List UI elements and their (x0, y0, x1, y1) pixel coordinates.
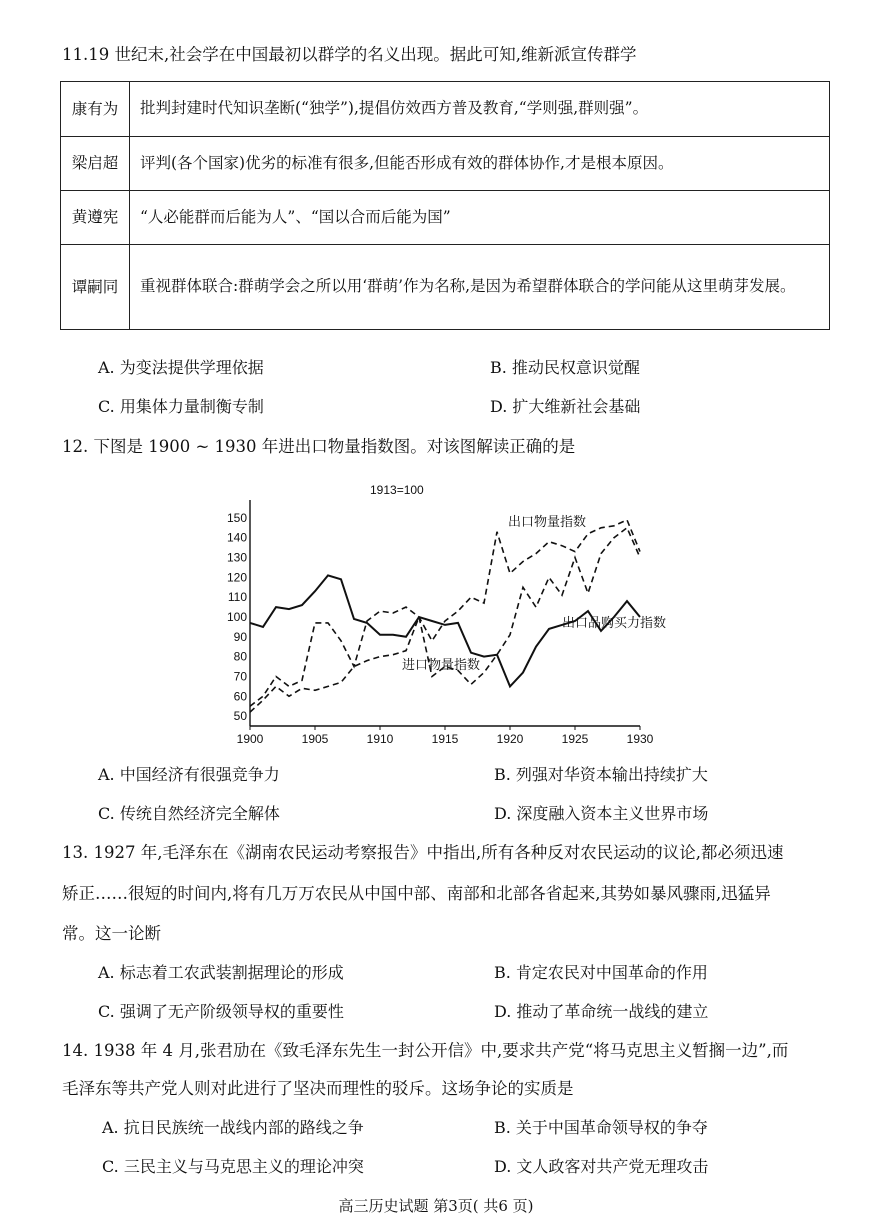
x-tick-label: 1930 (626, 732, 654, 746)
y-tick-label: 120 (226, 570, 247, 585)
y-tick-label: 90 (233, 629, 247, 644)
table-row (61, 245, 830, 330)
q13-option-b[interactable]: B. 肯定农民对中国革命的作用 (494, 963, 708, 982)
table-cell-text: 重视群体联合:群萌学会之所以用‘群萌’作为名称,是因为希望群体联合的学问能从这里萌芽发展。 (130, 245, 830, 330)
q11-option-d[interactable]: D. 扩大维新社会基础 (490, 397, 641, 416)
x-tick-label: 1905 (301, 732, 329, 746)
q13-option-c[interactable]: C. 强调了无产阶级领导权的重要性 (98, 1002, 344, 1021)
table-cell-text: “人必能群而后能为人”、“国以合而后能为国” (130, 191, 830, 245)
q13-stem-line-3: 常。这一论断 (62, 924, 161, 943)
table-cell-text: 评判(各个国家)优劣的标准有很多,但能否形成有效的群体协作,才是根本原因。 (130, 137, 830, 191)
series-label-3: 出口品购买力指数 (562, 615, 667, 630)
q11-option-a[interactable]: A. 为变法提供学理依据 (98, 358, 264, 377)
series-label-2: 进口物量指数 (402, 657, 481, 672)
series-line-1 (250, 520, 640, 706)
table-row (61, 82, 830, 137)
y-tick-label: 140 (226, 530, 247, 545)
x-tick-label: 1910 (366, 732, 394, 746)
q14-option-d[interactable]: D. 文人政客对共产党无理攻击 (494, 1157, 709, 1176)
table-cell-text: 批判封建时代知识垄断(“独学”),提倡仿效西方普及教育,“学则强,群则强”。 (130, 82, 830, 137)
q12-option-c[interactable]: C. 传统自然经济完全解体 (98, 804, 280, 823)
y-tick-label: 60 (233, 689, 247, 704)
x-tick-label: 1925 (561, 732, 589, 746)
q13-option-a[interactable]: A. 标志着工农武装割据理论的形成 (98, 963, 344, 982)
series-label-1: 出口物量指数 (508, 514, 587, 529)
q14-stem-line-1: 14. 1938 年 4 月,张君劢在《致毛泽东先生一封公开信》中,要求共产党“将马克思主义暂搁一边”,而 (62, 1041, 789, 1060)
y-tick-label: 150 (226, 510, 247, 525)
y-tick-label: 100 (226, 610, 247, 624)
q11-stem: 11.19 世纪末,社会学在中国最初以群学的名义出现。据此可知,维新派宣传群学 (62, 45, 637, 64)
y-tick-label: 50 (233, 709, 247, 724)
q11-option-c[interactable]: C. 用集体力量制衡专制 (98, 397, 264, 416)
q14-option-c[interactable]: C. 三民主义与马克思主义的理论冲突 (102, 1157, 364, 1176)
table-cell-name: 梁启超 (61, 137, 130, 191)
q11-option-b[interactable]: B. 推动民权意识觉醒 (490, 358, 640, 377)
x-tick-label: 1915 (431, 732, 459, 746)
chart-labels (227, 483, 666, 746)
table-row (61, 137, 830, 191)
page-footer: 高三历史试题 第3页( 共6 页) (338, 1197, 534, 1215)
q13-stem-line-1: 13. 1927 年,毛泽东在《湖南农民运动考察报告》中指出,所有各种反对农民运动的议论,都必须迅速 (62, 843, 784, 862)
y-tick-label: 110 (227, 590, 247, 605)
q13-option-d[interactable]: D. 推动了革命统一战线的建立 (494, 1002, 709, 1021)
q12-stem: 12. 下图是 1900 ~ 1930 年进出口物量指数图。对该图解读正确的是 (62, 437, 576, 456)
table-cell-name: 康有为 (61, 82, 130, 137)
q12-option-a[interactable]: A. 中国经济有很强竞争力 (98, 765, 280, 784)
x-tick-label: 1920 (496, 732, 524, 746)
q14-stem-line-2: 毛泽东等共产党人则对此进行了坚决而理性的驳斥。这场争论的实质是 (62, 1079, 574, 1098)
q13-stem-line-2: 矫正……很短的时间内,将有几万万农民从中国中部、南部和北部各省起来,其势如暴风骤雨,迅猛异 (62, 884, 771, 903)
table-cell-name: 谭嗣同 (61, 245, 130, 330)
q14-option-b[interactable]: B. 关于中国革命领导权的争夺 (494, 1118, 708, 1137)
q11-table (60, 81, 830, 330)
y-tick-label: 80 (233, 649, 247, 664)
q12-option-b[interactable]: B. 列强对华资本输出持续扩大 (494, 765, 708, 784)
q14-option-a[interactable]: A. 抗日民族统一战线内部的路线之争 (102, 1118, 364, 1137)
y-tick-label: 70 (233, 669, 247, 684)
y-tick-label: 130 (226, 550, 247, 565)
x-tick-label: 1900 (236, 732, 264, 746)
chart-title: 1913=100 (370, 483, 424, 497)
table-cell-name: 黄遵宪 (61, 191, 130, 245)
trade-index-chart (210, 478, 690, 748)
table-row (61, 191, 830, 245)
q12-option-d[interactable]: D. 深度融入资本主义世界市场 (494, 804, 709, 823)
